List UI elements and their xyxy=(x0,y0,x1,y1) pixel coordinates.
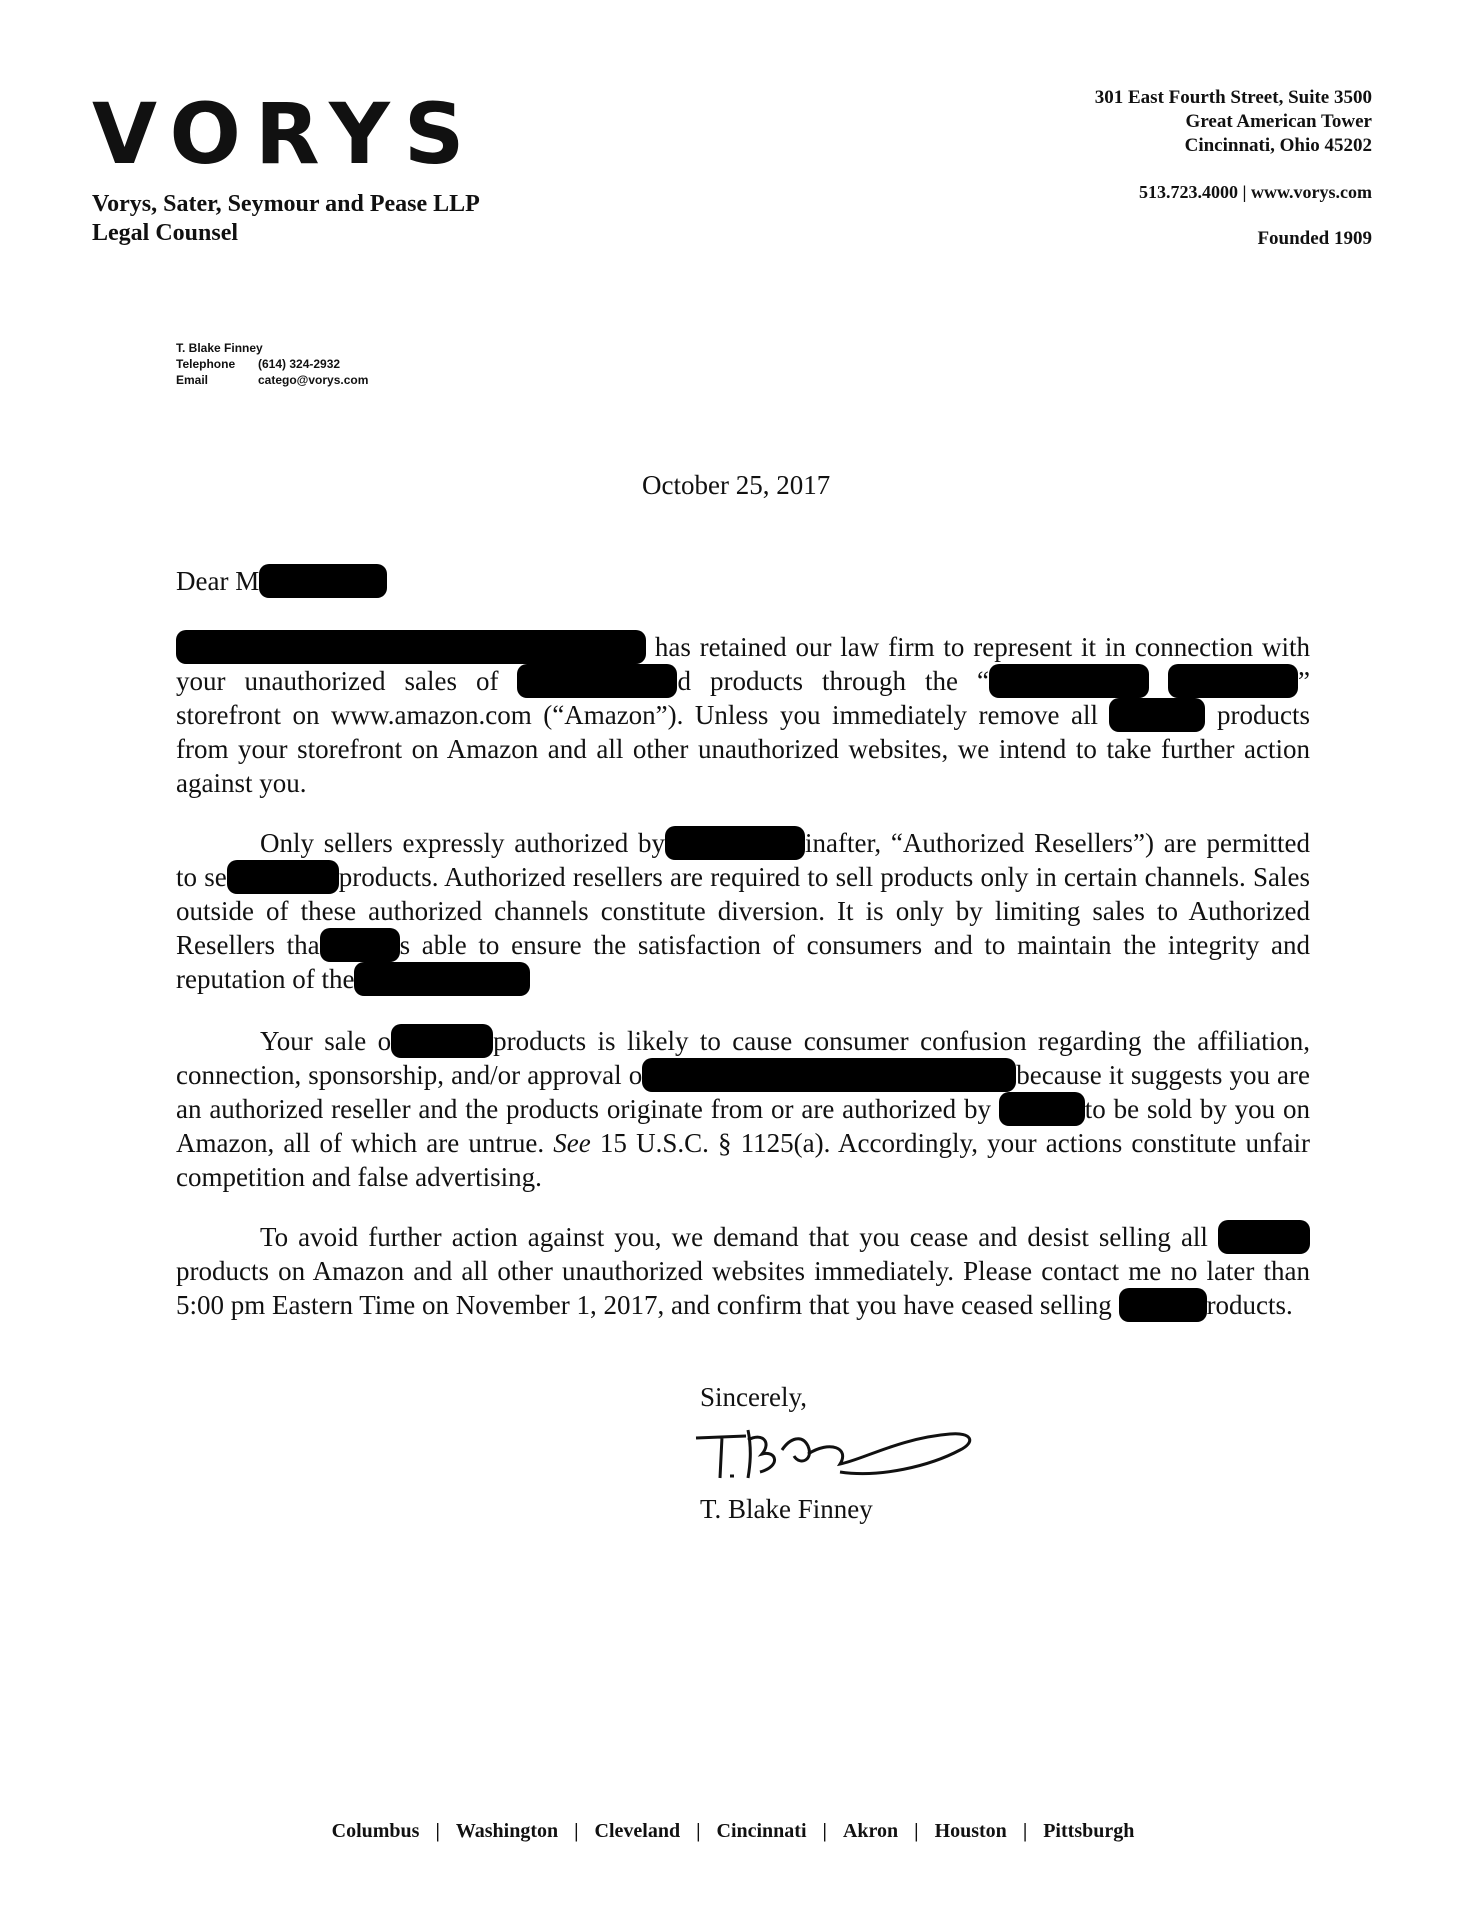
p3-text-e: 15 U.S.C. § 1125(a). Accordingly, your actions constitute unfair competition and false advertising. xyxy=(176,1128,1311,1192)
office-cincinnati: Cincinnati xyxy=(716,1820,807,1842)
p3-text-d: to be sold by you on Amazon, all of which are untrue. xyxy=(176,1094,1311,1158)
attorney-email: catego@vorys.com xyxy=(258,373,369,387)
p3-see-citation: See xyxy=(553,1128,591,1158)
address-line-2: Great American Tower xyxy=(1185,111,1372,132)
redaction-mark xyxy=(176,630,646,664)
firm-name-block xyxy=(92,190,480,248)
office-houston: Houston xyxy=(934,1820,1007,1842)
paragraph-3 xyxy=(176,1024,1310,1194)
closing: Sincerely, xyxy=(700,1382,807,1412)
redaction-mark xyxy=(1109,698,1205,732)
salutation-text: Dear M xyxy=(176,566,260,596)
p1-text-b: d products through the “ xyxy=(677,666,989,696)
paragraph-1 xyxy=(176,630,1310,800)
p3-text-c: because it suggests you are an authorized reseller and the products originate from or are authorized by xyxy=(176,1060,1310,1124)
office-pittsburgh: Pittsburgh xyxy=(1043,1820,1135,1842)
paragraph-4 xyxy=(176,1220,1310,1322)
redaction-mark xyxy=(391,1024,493,1058)
redaction-mark xyxy=(354,962,530,996)
letter-date: October 25, 2017 xyxy=(642,470,831,500)
address-line-1: 301 East Fourth Street, Suite 3500 xyxy=(1094,87,1372,108)
separator: | xyxy=(822,1820,827,1842)
email-label: Email xyxy=(176,373,209,387)
redaction-mark xyxy=(1168,664,1298,698)
signature xyxy=(690,1420,980,1492)
attorney-telephone-row xyxy=(176,356,368,372)
office-cleveland: Cleveland xyxy=(594,1820,681,1842)
p4-text-c: roducts. xyxy=(1206,1290,1293,1320)
salutation xyxy=(176,564,387,598)
firm-logo: VORYS xyxy=(92,85,479,183)
p4-text-b: products on Amazon and all other unauthorized websites immediately. Please contact me no later than 5:00 pm Eastern Time on November 1, 2017, and confirm that you have ceased selling xyxy=(176,1256,1310,1320)
office-washington: Washington xyxy=(455,1820,559,1842)
redaction-mark xyxy=(989,664,1149,698)
attorney-telephone: (614) 324-2932 xyxy=(258,357,341,371)
redaction-mark xyxy=(1119,1288,1207,1322)
separator: | xyxy=(435,1820,440,1842)
address-line-3: Cincinnati, Ohio 45202 xyxy=(1184,135,1372,156)
firm-address xyxy=(1095,86,1372,158)
attorney-contact xyxy=(176,340,368,388)
separator: | xyxy=(574,1820,579,1842)
office-locations xyxy=(0,1820,1466,1843)
redaction-mark xyxy=(999,1092,1085,1126)
p1-text-a: has retained our law firm to represent it in connection with your unauthorized sales of xyxy=(176,632,1310,696)
separator: | xyxy=(696,1820,701,1842)
redaction-mark xyxy=(665,826,805,860)
p1-text-d: products from your storefront on Amazon and all other unauthorized websites, we intend to take further action against you. xyxy=(176,700,1310,798)
p3-text-a: Your sale o xyxy=(260,1026,392,1056)
p2-text-d: s able to ensure the satisfaction of consumers and to maintain the integrity and reputation of the xyxy=(176,930,1310,994)
office-akron: Akron xyxy=(842,1820,899,1842)
paragraph-2 xyxy=(176,826,1310,996)
p4-text-a: To avoid further action against you, we demand that you cease and desist selling all xyxy=(260,1222,1208,1252)
firm-name: Vorys, Sater, Seymour and Pease LLP xyxy=(92,191,480,217)
redaction-mark xyxy=(642,1058,1016,1092)
redaction-mark xyxy=(517,664,677,698)
redaction-mark xyxy=(1218,1220,1310,1254)
p2-text-a: Only sellers expressly authorized by xyxy=(260,828,665,858)
office-columbus: Columbus xyxy=(331,1820,420,1842)
attorney-name: T. Blake Finney xyxy=(176,341,263,355)
firm-phone-web: 513.723.4000 | www.vorys.com xyxy=(1139,182,1372,202)
p2-text-c: products. Authorized resellers are required to sell products only in certain channels. Sales outside of these authorized channels constitute diversion. It is only by limiting sales to Authorized Resellers tha xyxy=(176,862,1310,960)
telephone-label: Telephone xyxy=(176,357,236,371)
p3-text-b: products is likely to cause consumer confusion regarding the affiliation, connection, sponsorship, and/or approval o xyxy=(176,1026,1310,1090)
redaction-mark xyxy=(227,860,339,894)
separator: | xyxy=(914,1820,919,1842)
attorney-email-row xyxy=(176,372,368,388)
p2-text-b: inafter, “Authorized Resellers”) are permitted to se xyxy=(176,828,1310,892)
p1-text-c: ” storefront on www.amazon.com (“Amazon”). Unless you immediately remove all xyxy=(176,666,1310,730)
signer-name: T. Blake Finney xyxy=(700,1494,873,1524)
separator: | xyxy=(1022,1820,1028,1842)
redaction-mark xyxy=(320,928,400,962)
firm-founded: Founded 1909 xyxy=(1257,228,1372,249)
redaction-mark xyxy=(259,564,387,598)
firm-tagline: Legal Counsel xyxy=(92,220,239,246)
